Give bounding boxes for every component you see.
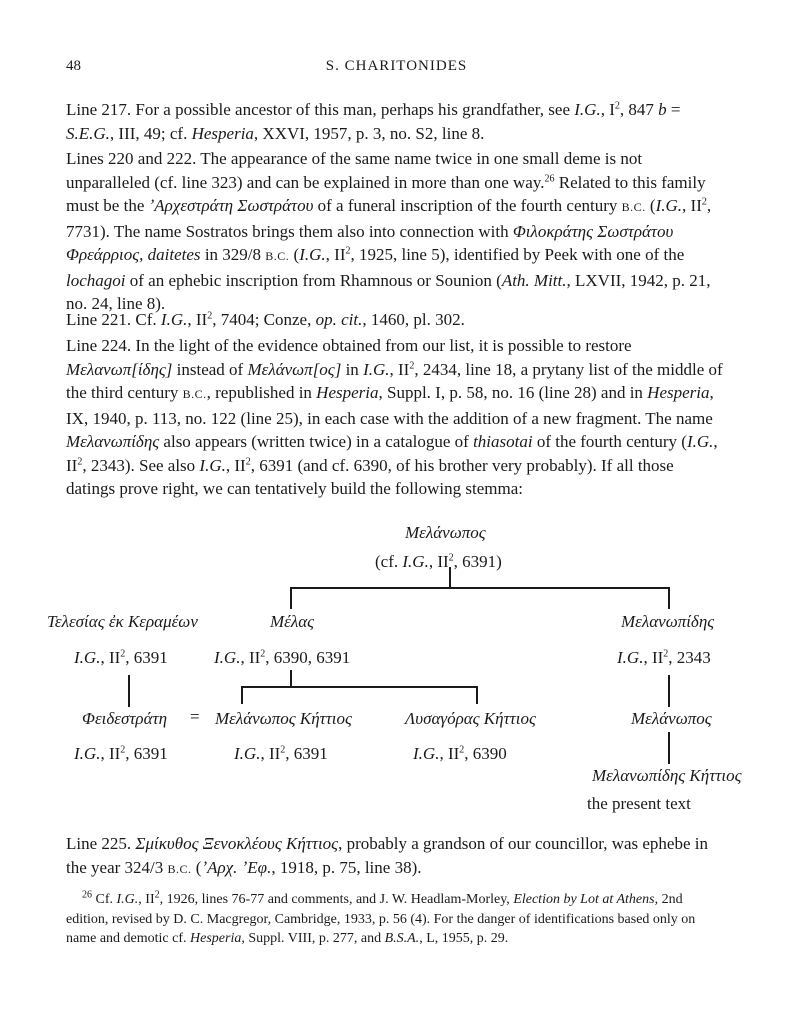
paragraph-line-221: Line 221. Cf. I.G., $II^2$, 7404; Conze, op. cit., 1460, pl. 302. (66, 310, 465, 329)
footnote-number: 26 (82, 889, 92, 901)
footnote-26: $^{26}$ Cf. I.G., $II^2$, 1926, lines 76-77 and comments, and J. W. Headlam-Morley, Election by Lot at Athens, 2nd edition, revised by D. C. Macgregor, Cambridge, 1933, p. 56 (4). For the danger of identifications based only on name and demotic cf. Hesperia, Suppl. VIII, p. 277, and B.S.A., L, 1955, p. 29. (66, 889, 696, 946)
stemma-present-text: the present text (587, 794, 691, 813)
paragraph-line-224: Line 224. In the light of the evidence obtained from our list, it is possible to restore Μελανωπ[ίδης] instead of Μελάνωπ[ος] in I.G., $II^2$, 2434, line 18, a prytany list of the middle of the third century B.C., republished in Hesperia, Suppl. I, p. 58, no. 16 (line 28) and in Hesperia, IX, 1940, p. 113, no. 122 (line 25), in each case with the addition of a new fragment. The name Μελανωπίδης also appears (written twice) in a catalogue of thiasotai of the fourth century (I.G., $II^2$, 2343). See also I.G., $II^2$, 6391 (and cf. 6390, of his brother very probably). If all those datings prove right, we can tentatively build the following stemma: (66, 336, 723, 498)
stemma-marriage-sign: = (190, 707, 200, 726)
stemma-pheidestrate-name: Φειδεστράτη (82, 709, 168, 728)
stemma-melanopos-name: Μελάνωπος (631, 709, 712, 728)
stemma-root-name: Μελάνωπος (405, 523, 486, 542)
stemma-pheidestrate-ref: I.G., $II^2$, 6391 (74, 744, 168, 763)
stemma-line (290, 587, 669, 589)
paragraph-line-217: Line 217. For a possible ancestor of this man, perhaps his grandfather, see I.G., $I^2$, 847 b = S.E.G., III, 49; cf. Hesperia, XXVI, 1957, p. 3, no. S2, line 8. (66, 100, 681, 143)
stemma-melanopides-kettios-name: Μελανωπίδης Κήττιος (592, 766, 742, 785)
stemma-line (668, 732, 670, 764)
stemma-line (128, 675, 130, 707)
stemma-melanopos-kettios-ref: I.G., $II^2$, 6391 (234, 744, 328, 763)
stemma-melanopides-name: Μελανωπίδης (621, 612, 715, 631)
running-head: S. CHARITONIDES (325, 58, 468, 74)
stemma-lysagoras-ref: I.G., $II^2$, 6390 (413, 744, 507, 763)
stemma-melas-ref: I.G., $II^2$, 6390, 6391 (214, 648, 351, 667)
stemma-line (290, 670, 292, 687)
stemma-line (476, 686, 478, 704)
stemma-root-ref: (cf. I.G., $II^2$, 6391) (375, 552, 502, 571)
stemma-telesias-ref: I.G., $II^2$, 6391 (74, 648, 168, 667)
paragraph-lines-220-222: Lines 220 and 222. The appearance of the same name twice in one small deme is not unparalleled (cf. line 323) and can be explained in more than one way.$^{26}$ Related to this family must be the ʼΑρχεστράτη Σωστράτου of a funeral inscription of the fourth century B.C. (I.G., $II^2$, 7731). The name Sostratos brings them also into connection with Φιλοκράτης Σωστράτου Φρεάρριος, daitetes in 329/8 B.C. (I.G., $II^2$, 1925, line 5), identified by Peek with one of the lochagoi of an ephebic inscription from Rhamnous or Sounion (Ath. Mitt., LXVII, 1942, p. 21, no. 24, line 8). (66, 149, 712, 313)
footnote-ref: 26 (544, 172, 555, 184)
stemma-line (668, 587, 670, 609)
stemma-melanopides-ref: I.G., $II^2$, 2343 (617, 648, 711, 667)
paragraph-line-225: Line 225. Σμίκυθος Ξενοκλέους Κήττιος, probably a grandson of our councillor, was ephebe in the year 324/3 B.C. (ʼΑρχ. ʼΕφ., 1918, p. 75, line 38). (66, 834, 708, 877)
stemma-line (449, 567, 451, 587)
stemma-line (241, 686, 243, 704)
stemma-line (290, 587, 292, 609)
stemma-melanopos-kettios-name: Μελάνωπος Κήττιος (215, 709, 352, 728)
stemma-line (241, 686, 477, 688)
stemma-line (668, 675, 670, 707)
stemma-melas-name: Μέλας (270, 612, 315, 631)
stemma-telesias-name: Τελεσίας ἐκ Κεραμέων (47, 612, 198, 631)
stemma-lysagoras-name: Λυσαγόρας Κήττιος (405, 709, 536, 728)
page-number: 48 (66, 58, 81, 74)
